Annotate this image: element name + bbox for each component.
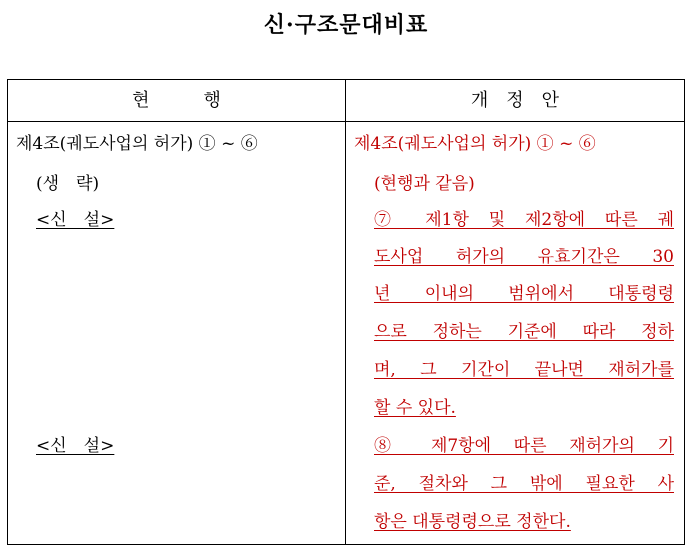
item8-line: 항은 대통령령으로 정한다.: [374, 512, 571, 532]
item7-line: 년 이내의 범위에서 대통령령: [374, 284, 674, 304]
current-new-placeholder-2: <신 설>: [36, 436, 115, 456]
revised-article-line: 제4조(궤도사업의 허가) ① ~ ⑥: [354, 134, 596, 154]
item7-line: ⑦ 제1항 및 제2항에 따른 궤: [374, 210, 674, 230]
header-current: 현 행: [132, 90, 221, 111]
item8-line: ⑧ 제7항에 따른 재허가의 기: [374, 436, 674, 456]
item7-line: 할 수 있다.: [374, 398, 456, 418]
item7-line: 며, 그 기간이 끝나면 재허가를: [374, 360, 674, 380]
current-new-placeholder-1: <신 설>: [36, 210, 115, 230]
page-title: 신·구조문대비표: [263, 12, 429, 38]
header-divider: [8, 121, 684, 122]
current-omitted-line: (생 략): [36, 174, 100, 194]
column-divider: [345, 80, 346, 544]
item7-line: 도사업 허가의 유효기간은 30: [374, 247, 674, 267]
comparison-table: [7, 79, 685, 545]
item7-line: 으로 정하는 기준에 따라 정하: [374, 322, 674, 342]
revised-same-line: (현행과 같음): [374, 174, 475, 194]
header-revised: 개 정 안: [470, 90, 560, 111]
item8-line: 준, 절차와 그 밖에 필요한 사: [374, 474, 674, 494]
current-article-line: 제4조(궤도사업의 허가) ① ~ ⑥: [16, 134, 258, 154]
